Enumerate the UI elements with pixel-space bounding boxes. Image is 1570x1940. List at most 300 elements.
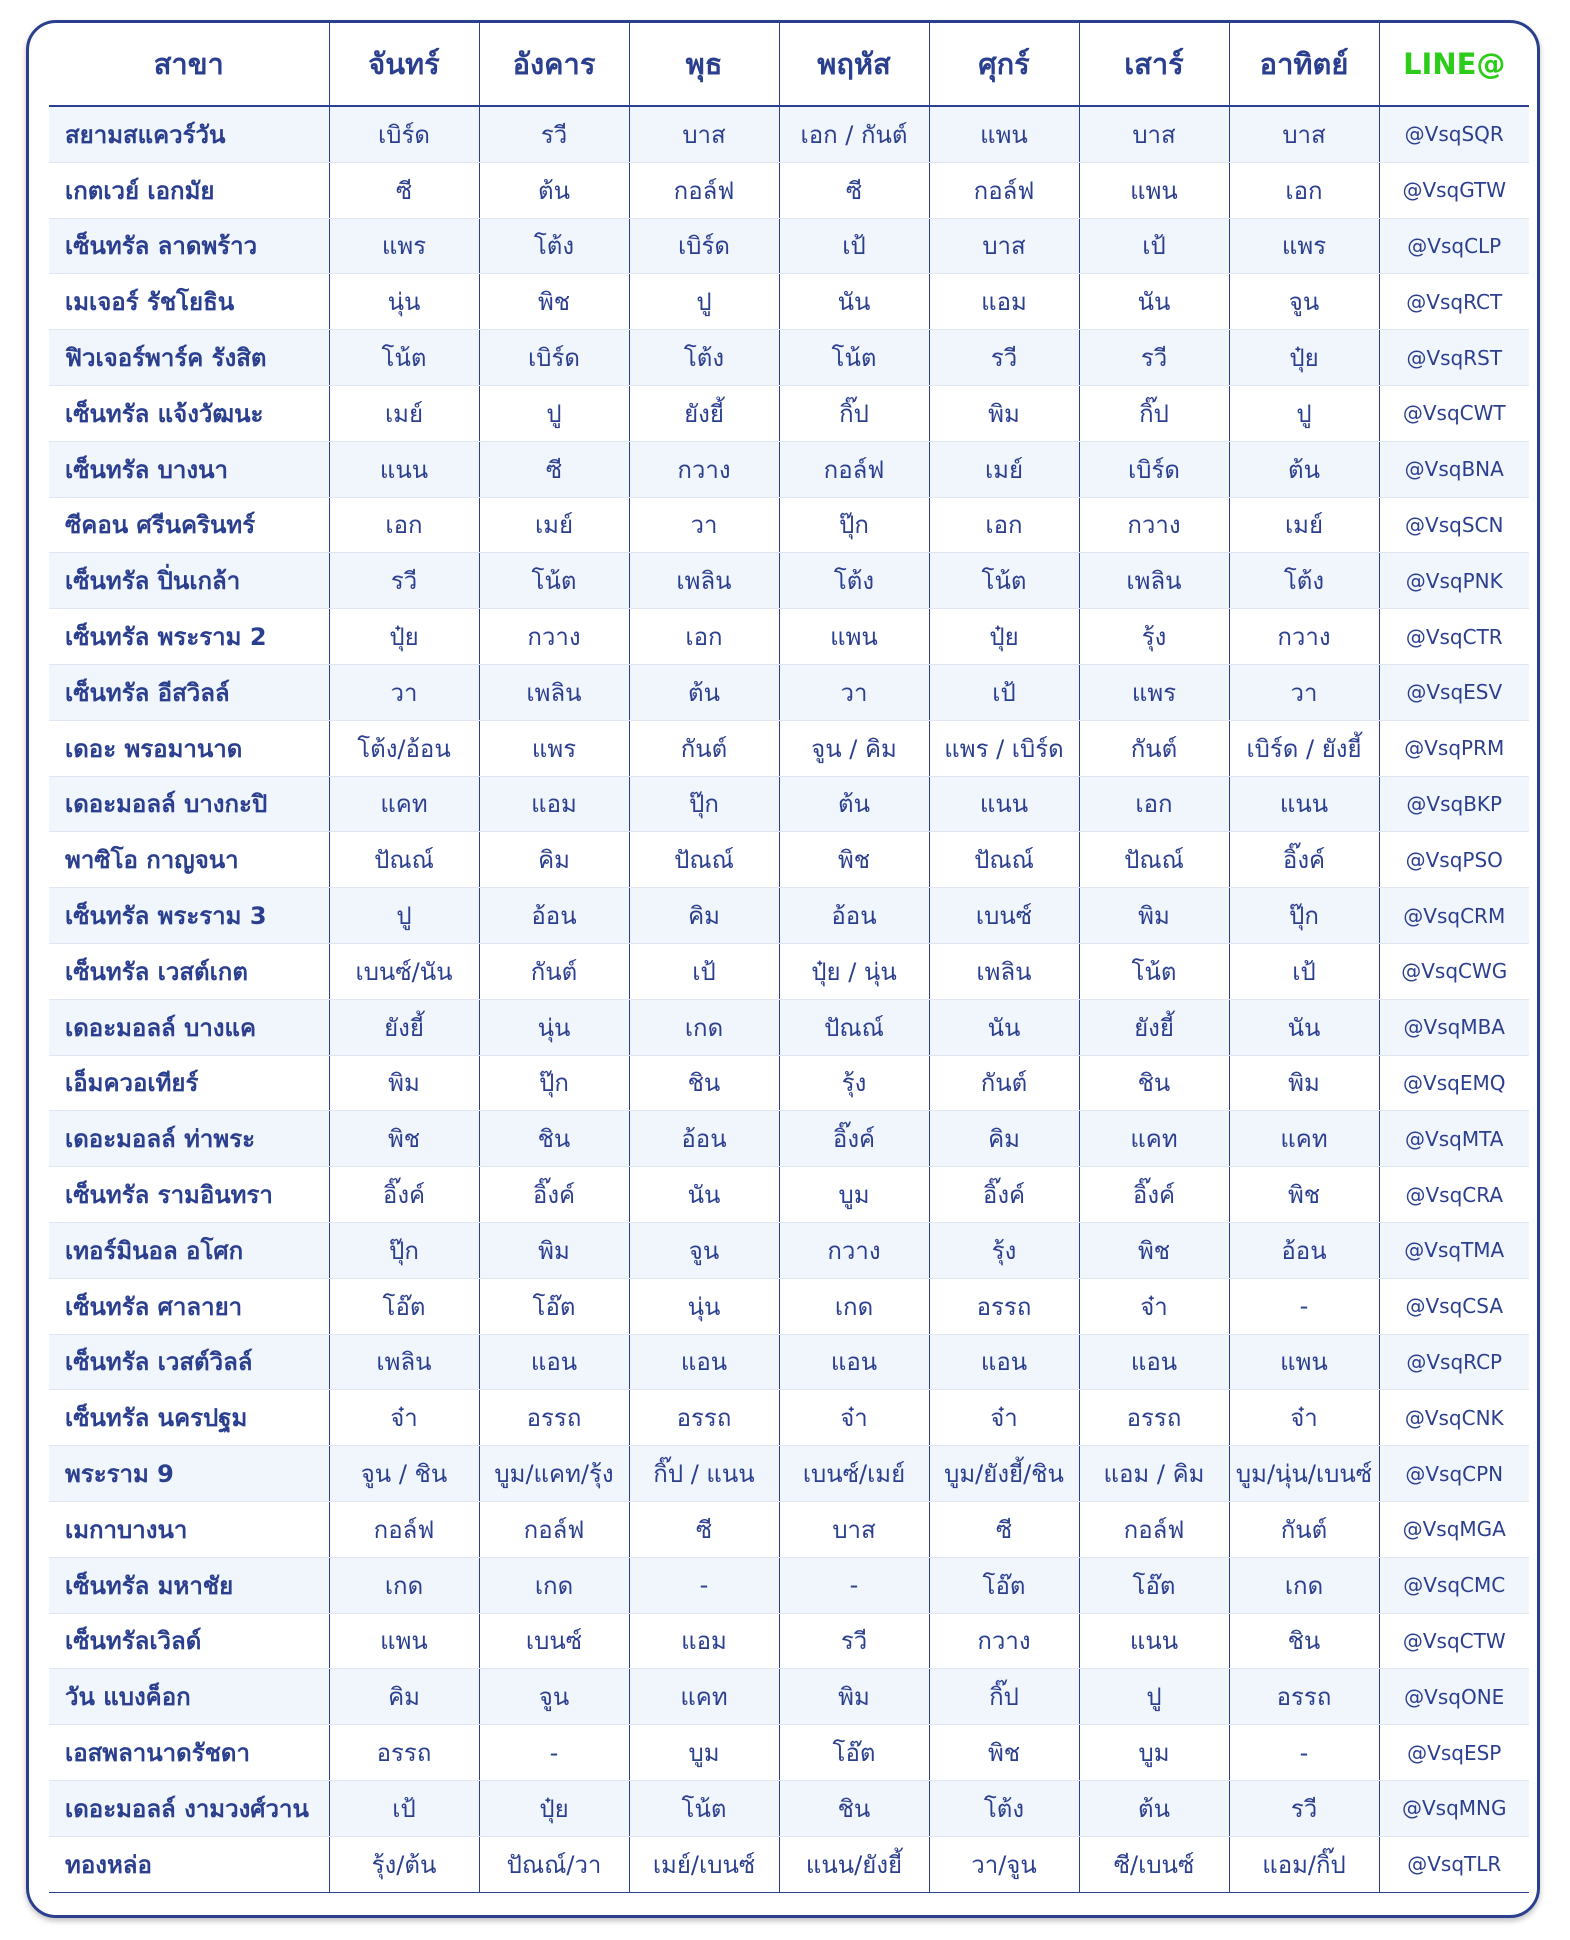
table-row <box>49 1836 1529 1892</box>
monday-cell: แพน <box>329 1613 479 1669</box>
line-id-cell: @VsqEMQ <box>1379 1055 1529 1111</box>
monday-cell: แพร <box>329 218 479 274</box>
sunday-cell: ชิน <box>1229 1613 1379 1669</box>
tuesday-cell: กันต์ <box>479 943 629 999</box>
thursday-cell: ปุ๋ย / นุ่น <box>779 943 929 999</box>
monday-cell: อิ๊งค์ <box>329 1167 479 1223</box>
branch-cell: เซ็นทรัล พระราม 3 <box>49 888 329 944</box>
sunday-cell: แอม/กิ๊ป <box>1229 1836 1379 1892</box>
friday-cell: เบนซ์ <box>929 888 1079 944</box>
monday-cell: โต้ง/อ้อน <box>329 720 479 776</box>
monday-cell: อรรถ <box>329 1725 479 1781</box>
table-row <box>49 720 1529 776</box>
saturday-cell: จ๋า <box>1079 1278 1229 1334</box>
wednesday-cell: เกด <box>629 999 779 1055</box>
wednesday-cell: นัน <box>629 1167 779 1223</box>
monday-cell: ปุ๋ย <box>329 609 479 665</box>
header-thursday: พฤหัส <box>779 23 929 106</box>
friday-cell: แอน <box>929 1334 1079 1390</box>
table-row <box>49 1222 1529 1278</box>
wednesday-cell: - <box>629 1557 779 1613</box>
branch-cell: เซ็นทรัล พระราม 2 <box>49 609 329 665</box>
saturday-cell: ปัณณ์ <box>1079 832 1229 888</box>
table-row <box>49 664 1529 720</box>
friday-cell: รวี <box>929 330 1079 386</box>
saturday-cell: เพลิน <box>1079 553 1229 609</box>
saturday-cell: พิช <box>1079 1222 1229 1278</box>
tuesday-cell: อรรถ <box>479 1390 629 1446</box>
sunday-cell: วา <box>1229 664 1379 720</box>
thursday-cell: พิม <box>779 1669 929 1725</box>
friday-cell: เป้ <box>929 664 1079 720</box>
table-row <box>49 497 1529 553</box>
thursday-cell: พิช <box>779 832 929 888</box>
tuesday-cell: อิ๊งค์ <box>479 1167 629 1223</box>
sunday-cell: เบิร์ด / ยังยี้ <box>1229 720 1379 776</box>
table-row <box>49 888 1529 944</box>
thursday-cell: ซี <box>779 162 929 218</box>
thursday-cell: เป้ <box>779 218 929 274</box>
saturday-cell: โน้ต <box>1079 943 1229 999</box>
table-row <box>49 1111 1529 1167</box>
line-id-cell: @VsqCRA <box>1379 1167 1529 1223</box>
branch-cell: เดอะมอลล์ ท่าพระ <box>49 1111 329 1167</box>
branch-cell: เซ็นทรัล ลาดพร้าว <box>49 218 329 274</box>
sunday-cell: จูน <box>1229 274 1379 330</box>
tuesday-cell: เบนซ์ <box>479 1613 629 1669</box>
tuesday-cell: นุ่น <box>479 999 629 1055</box>
line-id-cell: @VsqBNA <box>1379 441 1529 497</box>
thursday-cell: โต้ง <box>779 553 929 609</box>
header-branch: สาขา <box>49 23 329 106</box>
saturday-cell: เบิร์ด <box>1079 441 1229 497</box>
wednesday-cell: เป้ <box>629 943 779 999</box>
saturday-cell: อรรถ <box>1079 1390 1229 1446</box>
line-id-cell: @VsqBKP <box>1379 776 1529 832</box>
sunday-cell: ปุ๋ย <box>1229 330 1379 386</box>
tuesday-cell: กวาง <box>479 609 629 665</box>
line-id-cell: @VsqCMC <box>1379 1557 1529 1613</box>
sunday-cell: ปู <box>1229 385 1379 441</box>
line-id-cell: @VsqSQR <box>1379 106 1529 162</box>
wednesday-cell: เพลิน <box>629 553 779 609</box>
table-row <box>49 330 1529 386</box>
sunday-cell: ปุ๊ก <box>1229 888 1379 944</box>
saturday-cell: ยังยี้ <box>1079 999 1229 1055</box>
thursday-cell: แนน/ยังยี้ <box>779 1836 929 1892</box>
saturday-cell: เอก <box>1079 776 1229 832</box>
monday-cell: เบิร์ด <box>329 106 479 162</box>
branch-cell: เทอร์มินอล อโศก <box>49 1222 329 1278</box>
saturday-cell: ต้น <box>1079 1780 1229 1836</box>
thursday-cell: เบนซ์/เมย์ <box>779 1446 929 1502</box>
thursday-cell: ชิน <box>779 1780 929 1836</box>
table-row <box>49 274 1529 330</box>
line-id-cell: @VsqESP <box>1379 1725 1529 1781</box>
saturday-cell: นัน <box>1079 274 1229 330</box>
wednesday-cell: ซี <box>629 1501 779 1557</box>
line-id-cell: @VsqRST <box>1379 330 1529 386</box>
line-id-cell: @VsqONE <box>1379 1669 1529 1725</box>
branch-cell: วัน แบงค็อก <box>49 1669 329 1725</box>
header-monday: จันทร์ <box>329 23 479 106</box>
sunday-cell: กันต์ <box>1229 1501 1379 1557</box>
table-row <box>49 1780 1529 1836</box>
saturday-cell: ซี/เบนซ์ <box>1079 1836 1229 1892</box>
header-sunday: อาทิตย์ <box>1229 23 1379 106</box>
saturday-cell: อิ๊งค์ <box>1079 1167 1229 1223</box>
wednesday-cell: ปุ๊ก <box>629 776 779 832</box>
monday-cell: รุ้ง/ต้น <box>329 1836 479 1892</box>
line-id-cell: @VsqCRM <box>1379 888 1529 944</box>
saturday-cell: แคท <box>1079 1111 1229 1167</box>
friday-cell: คิม <box>929 1111 1079 1167</box>
table-row <box>49 553 1529 609</box>
friday-cell: บูม/ยังยี้/ชิน <box>929 1446 1079 1502</box>
wednesday-cell: เอก <box>629 609 779 665</box>
saturday-cell: ชิน <box>1079 1055 1229 1111</box>
table-row <box>49 1446 1529 1502</box>
sunday-cell: แพร <box>1229 218 1379 274</box>
branch-cell: เซ็นทรัล บางนา <box>49 441 329 497</box>
tuesday-cell: เมย์ <box>479 497 629 553</box>
wednesday-cell: ชิน <box>629 1055 779 1111</box>
branch-cell: ฟิวเจอร์พาร์ค รังสิต <box>49 330 329 386</box>
branch-cell: เมเจอร์ รัชโยธิน <box>49 274 329 330</box>
thursday-cell: อิ๊งค์ <box>779 1111 929 1167</box>
saturday-cell: แพน <box>1079 162 1229 218</box>
table-row <box>49 1390 1529 1446</box>
saturday-cell: บาส <box>1079 106 1229 162</box>
branch-cell: เซ็นทรัล ศาลายา <box>49 1278 329 1334</box>
line-id-cell: @VsqPRM <box>1379 720 1529 776</box>
tuesday-cell: ปุ๋ย <box>479 1780 629 1836</box>
line-id-cell: @VsqSCN <box>1379 497 1529 553</box>
table-row <box>49 218 1529 274</box>
sunday-cell: - <box>1229 1725 1379 1781</box>
sunday-cell: นัน <box>1229 999 1379 1055</box>
friday-cell: แนน <box>929 776 1079 832</box>
saturday-cell: พิม <box>1079 888 1229 944</box>
wednesday-cell: แคท <box>629 1669 779 1725</box>
monday-cell: คิม <box>329 1669 479 1725</box>
friday-cell: อรรถ <box>929 1278 1079 1334</box>
friday-cell: โน้ต <box>929 553 1079 609</box>
sunday-cell: แคท <box>1229 1111 1379 1167</box>
tuesday-cell: ปุ๊ก <box>479 1055 629 1111</box>
friday-cell: จ๋า <box>929 1390 1079 1446</box>
wednesday-cell: แอน <box>629 1334 779 1390</box>
line-id-cell: @VsqCLP <box>1379 218 1529 274</box>
line-id-cell: @VsqRCT <box>1379 274 1529 330</box>
tuesday-cell: เกด <box>479 1557 629 1613</box>
wednesday-cell: โต้ง <box>629 330 779 386</box>
line-id-cell: @VsqRCP <box>1379 1334 1529 1390</box>
branch-cell: เดอะ พรอมานาด <box>49 720 329 776</box>
branch-cell: สยามสแควร์วัน <box>49 106 329 162</box>
sunday-cell: โต้ง <box>1229 553 1379 609</box>
friday-cell: พิช <box>929 1725 1079 1781</box>
monday-cell: เพลิน <box>329 1334 479 1390</box>
saturday-cell: แพร <box>1079 664 1229 720</box>
wednesday-cell: คิม <box>629 888 779 944</box>
header-friday: ศุกร์ <box>929 23 1079 106</box>
thursday-cell: บาส <box>779 1501 929 1557</box>
branch-cell: เซ็นทรัล อีสวิลล์ <box>49 664 329 720</box>
monday-cell: นุ่น <box>329 274 479 330</box>
tuesday-cell: พิม <box>479 1222 629 1278</box>
line-id-cell: @VsqCTW <box>1379 1613 1529 1669</box>
sunday-cell: แพน <box>1229 1334 1379 1390</box>
friday-cell: กวาง <box>929 1613 1079 1669</box>
table-row <box>49 1278 1529 1334</box>
monday-cell: โน้ต <box>329 330 479 386</box>
friday-cell: กิ๊ป <box>929 1669 1079 1725</box>
friday-cell: อิ๊งค์ <box>929 1167 1079 1223</box>
thursday-cell: ต้น <box>779 776 929 832</box>
tuesday-cell: - <box>479 1725 629 1781</box>
monday-cell: พิม <box>329 1055 479 1111</box>
table-row <box>49 106 1529 162</box>
sunday-cell: แนน <box>1229 776 1379 832</box>
wednesday-cell: กิ๊ป / แนน <box>629 1446 779 1502</box>
wednesday-cell: โน้ต <box>629 1780 779 1836</box>
header-tuesday: อังคาร <box>479 23 629 106</box>
header-saturday: เสาร์ <box>1079 23 1229 106</box>
tuesday-cell: ชิน <box>479 1111 629 1167</box>
saturday-cell: บูม <box>1079 1725 1229 1781</box>
tuesday-cell: ปู <box>479 385 629 441</box>
thursday-cell: วา <box>779 664 929 720</box>
sunday-cell: เอก <box>1229 162 1379 218</box>
table-row <box>49 1055 1529 1111</box>
wednesday-cell: กวาง <box>629 441 779 497</box>
table-row <box>49 1725 1529 1781</box>
wednesday-cell: จูน <box>629 1222 779 1278</box>
thursday-cell: รวี <box>779 1613 929 1669</box>
branch-cell: เซ็นทรัล รามอินทรา <box>49 1167 329 1223</box>
branch-cell: เดอะมอลล์ บางแค <box>49 999 329 1055</box>
sunday-cell: รวี <box>1229 1780 1379 1836</box>
thursday-cell: เกด <box>779 1278 929 1334</box>
wednesday-cell: บาส <box>629 106 779 162</box>
monday-cell: ปู <box>329 888 479 944</box>
table-row <box>49 1557 1529 1613</box>
table-row <box>49 1501 1529 1557</box>
sunday-cell: จ๋า <box>1229 1390 1379 1446</box>
saturday-cell: กันต์ <box>1079 720 1229 776</box>
friday-cell: บาส <box>929 218 1079 274</box>
wednesday-cell: เมย์/เบนซ์ <box>629 1836 779 1892</box>
table-row <box>49 832 1529 888</box>
saturday-cell: กวาง <box>1079 497 1229 553</box>
saturday-cell: แอน <box>1079 1334 1229 1390</box>
table-row <box>49 609 1529 665</box>
sunday-cell: อ้อน <box>1229 1222 1379 1278</box>
table-row <box>49 1334 1529 1390</box>
thursday-cell: กิ๊ป <box>779 385 929 441</box>
monday-cell: เป้ <box>329 1780 479 1836</box>
schedule-body <box>49 106 1529 1892</box>
table-row <box>49 776 1529 832</box>
wednesday-cell: บูม <box>629 1725 779 1781</box>
wednesday-cell: กันต์ <box>629 720 779 776</box>
line-id-cell: @VsqESV <box>1379 664 1529 720</box>
tuesday-cell: รวี <box>479 106 629 162</box>
tuesday-cell: กอล์ฟ <box>479 1501 629 1557</box>
wednesday-cell: ปู <box>629 274 779 330</box>
line-id-cell: @VsqMBA <box>1379 999 1529 1055</box>
line-id-cell: @VsqCWT <box>1379 385 1529 441</box>
monday-cell: ปุ๊ก <box>329 1222 479 1278</box>
tuesday-cell: แอน <box>479 1334 629 1390</box>
wednesday-cell: แอม <box>629 1613 779 1669</box>
tuesday-cell: โต้ง <box>479 218 629 274</box>
sunday-cell: บาส <box>1229 106 1379 162</box>
table-row <box>49 1613 1529 1669</box>
sunday-cell: อรรถ <box>1229 1669 1379 1725</box>
branch-cell: เซ็นทรัล แจ้งวัฒนะ <box>49 385 329 441</box>
thursday-cell: กอล์ฟ <box>779 441 929 497</box>
schedule-card <box>26 20 1540 1918</box>
sunday-cell: - <box>1229 1278 1379 1334</box>
monday-cell: แคท <box>329 776 479 832</box>
tuesday-cell: โน้ต <box>479 553 629 609</box>
sunday-cell: เมย์ <box>1229 497 1379 553</box>
branch-cell: เซ็นทรัลเวิลด์ <box>49 1613 329 1669</box>
tuesday-cell: ซี <box>479 441 629 497</box>
branch-cell: เกตเวย์ เอกมัย <box>49 162 329 218</box>
branch-cell: เอสพลานาดรัชดา <box>49 1725 329 1781</box>
thursday-cell: โน้ต <box>779 330 929 386</box>
line-id-cell: @VsqMTA <box>1379 1111 1529 1167</box>
thursday-cell: แอน <box>779 1334 929 1390</box>
thursday-cell: จ๋า <box>779 1390 929 1446</box>
tuesday-cell: เบิร์ด <box>479 330 629 386</box>
line-id-cell: @VsqTLR <box>1379 1836 1529 1892</box>
friday-cell: ปัณณ์ <box>929 832 1079 888</box>
saturday-cell: เป้ <box>1079 218 1229 274</box>
sunday-cell: เป้ <box>1229 943 1379 999</box>
monday-cell: ยังยี้ <box>329 999 479 1055</box>
branch-cell: เซ็นทรัล เวสต์วิลล์ <box>49 1334 329 1390</box>
table-row <box>49 162 1529 218</box>
branch-cell: เซ็นทรัล เวสต์เกต <box>49 943 329 999</box>
thursday-cell: โอ๊ต <box>779 1725 929 1781</box>
monday-cell: โอ๊ต <box>329 1278 479 1334</box>
friday-cell: ซี <box>929 1501 1079 1557</box>
line-id-cell: @VsqCSA <box>1379 1278 1529 1334</box>
monday-cell: รวี <box>329 553 479 609</box>
sunday-cell: กวาง <box>1229 609 1379 665</box>
branch-cell: พระราม 9 <box>49 1446 329 1502</box>
thursday-cell: นัน <box>779 274 929 330</box>
thursday-cell: ปุ๊ก <box>779 497 929 553</box>
friday-cell: นัน <box>929 999 1079 1055</box>
wednesday-cell: กอล์ฟ <box>629 162 779 218</box>
saturday-cell: กิ๊ป <box>1079 385 1229 441</box>
line-id-cell: @VsqCWG <box>1379 943 1529 999</box>
thursday-cell: ปัณณ์ <box>779 999 929 1055</box>
line-id-cell: @VsqMNG <box>1379 1780 1529 1836</box>
header-line: LINE@ <box>1379 23 1529 106</box>
tuesday-cell: ปัณณ์/วา <box>479 1836 629 1892</box>
branch-cell: เมกาบางนา <box>49 1501 329 1557</box>
table-row <box>49 943 1529 999</box>
monday-cell: ปัณณ์ <box>329 832 479 888</box>
monday-cell: ซี <box>329 162 479 218</box>
table-row <box>49 1167 1529 1223</box>
tuesday-cell: แอม <box>479 776 629 832</box>
monday-cell: แนน <box>329 441 479 497</box>
branch-cell: พาซิโอ กาญจนา <box>49 832 329 888</box>
sunday-cell: บูม/นุ่น/เบนซ์ <box>1229 1446 1379 1502</box>
tuesday-cell: พิช <box>479 274 629 330</box>
branch-cell: เซ็นทรัล ปิ่นเกล้า <box>49 553 329 609</box>
friday-cell: โอ๊ต <box>929 1557 1079 1613</box>
sunday-cell: เกด <box>1229 1557 1379 1613</box>
line-id-cell: @VsqTMA <box>1379 1222 1529 1278</box>
friday-cell: พิม <box>929 385 1079 441</box>
tuesday-cell: จูน <box>479 1669 629 1725</box>
branch-cell: เอ็มควอเทียร์ <box>49 1055 329 1111</box>
friday-cell: กอล์ฟ <box>929 162 1079 218</box>
wednesday-cell: นุ่น <box>629 1278 779 1334</box>
saturday-cell: รวี <box>1079 330 1229 386</box>
branch-cell: เซ็นทรัล มหาชัย <box>49 1557 329 1613</box>
branch-cell: เดอะมอลล์ งามวงศ์วาน <box>49 1780 329 1836</box>
thursday-cell: - <box>779 1557 929 1613</box>
monday-cell: พิช <box>329 1111 479 1167</box>
friday-cell: เมย์ <box>929 441 1079 497</box>
thursday-cell: บูม <box>779 1167 929 1223</box>
friday-cell: รุ้ง <box>929 1222 1079 1278</box>
saturday-cell: แนน <box>1079 1613 1229 1669</box>
friday-cell: กันต์ <box>929 1055 1079 1111</box>
table-row <box>49 441 1529 497</box>
tuesday-cell: แพร <box>479 720 629 776</box>
saturday-cell: กอล์ฟ <box>1079 1501 1229 1557</box>
monday-cell: วา <box>329 664 479 720</box>
line-id-cell: @VsqCNK <box>1379 1390 1529 1446</box>
schedule-table <box>49 23 1529 1893</box>
header-row <box>49 23 1529 106</box>
monday-cell: กอล์ฟ <box>329 1501 479 1557</box>
line-id-cell: @VsqMGA <box>1379 1501 1529 1557</box>
wednesday-cell: ปัณณ์ <box>629 832 779 888</box>
wednesday-cell: วา <box>629 497 779 553</box>
tuesday-cell: คิม <box>479 832 629 888</box>
thursday-cell: รุ้ง <box>779 1055 929 1111</box>
friday-cell: แพน <box>929 106 1079 162</box>
sunday-cell: พิม <box>1229 1055 1379 1111</box>
friday-cell: วา/จูน <box>929 1836 1079 1892</box>
wednesday-cell: ต้น <box>629 664 779 720</box>
table-row <box>49 999 1529 1055</box>
friday-cell: แอม <box>929 274 1079 330</box>
branch-cell: ทองหล่อ <box>49 1836 329 1892</box>
tuesday-cell: อ้อน <box>479 888 629 944</box>
table-row <box>49 1669 1529 1725</box>
thursday-cell: จูน / คิม <box>779 720 929 776</box>
sunday-cell: อิ๊งค์ <box>1229 832 1379 888</box>
thursday-cell: กวาง <box>779 1222 929 1278</box>
line-id-cell: @VsqCPN <box>1379 1446 1529 1502</box>
monday-cell: เกด <box>329 1557 479 1613</box>
thursday-cell: เอก / กันต์ <box>779 106 929 162</box>
branch-cell: เซ็นทรัล นครปฐม <box>49 1390 329 1446</box>
saturday-cell: แอม / คิม <box>1079 1446 1229 1502</box>
